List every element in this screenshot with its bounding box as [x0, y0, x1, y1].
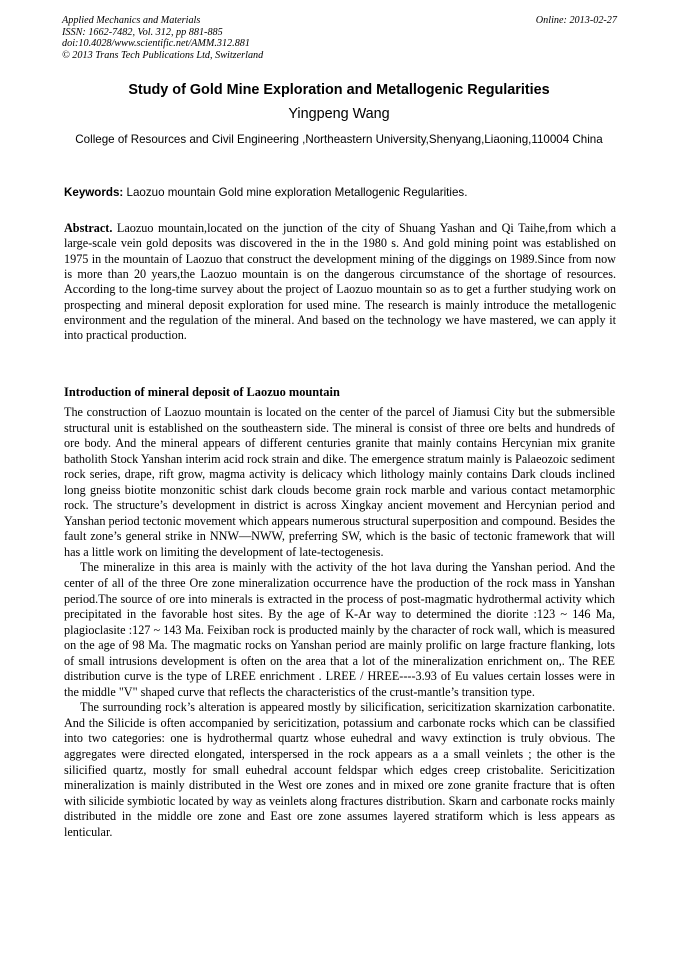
abstract-label: Abstract. [64, 221, 113, 235]
body-paragraph: The mineralize in this area is mainly with the activity of the hot lava during the Yanshan period. And the center of all of the three Ore zone mineralization occurrence have the production of the rock mass in Yanshan period.The source of ore into minerals is extracted in the process of post-magmatic hydrothermal activity which precipitated in the favorable host sites. By the age of K-Ar way to determined the diorite :123 ~ 146 Ma, plagioclasite :127 ~ 143 Ma. Feixiban rock is producted mainly by the character of rock wall, which is measured on the age of 98 Ma. The magmatic rocks on Yanshan period are mainly prolific on large fracture flanking, lots of small intrusions development is often on the area that a lot of the mineralization enrichment on,. The REE distribution curve is the type of LREE enrichment . LREE / HREE----3.93 of Eu values certain losses were in the middle "V" shaped curve that reflects the characteristics of the crust-mantle’s transition type. [64, 560, 615, 699]
section-heading: Introduction of mineral deposit of Laozuo mountain [64, 385, 340, 399]
author-name: Yingpeng Wang [288, 106, 390, 122]
body-paragraph: The surrounding rock’s alteration is appeared mostly by silicification, sericitization skarnization carbonatite. And the Silicide is often accompanied by sericitization, potassium and carbonate rocks which can be classified into two categories: one is hydrothermal quartz whose euhedral and wavy extinction is truly obvious. The aggregates were directed elongated, interspersed in the rock appears as a a small veinlets ; the other is the silicified quartz, mostly for small euhedral account feldspar which edges creep cristobalite. Sericitization mineralization is mainly distributed in the West ore zones and in mixed ore zone granite fracture that is often with silicide symbiotic located by way as veinlets along fractures distribution. Skarn and carbonate rocks mainly distributed in the middle ore zone and East ore zone assumes layered stratiform which is less appears as lenticular. [64, 700, 615, 839]
paper-title: Study of Gold Mine Exploration and Metallogenic Regularities [128, 82, 550, 98]
abstract-text: Laozuo mountain,located on the junction of the city of Shuang Yashan and Qi Taihe,from which a large-scale vein gold deposits was discovered in the in the 1980 s. And gold mining point was established on 1975 in the mountain of Laozuo that construct the development mining of the diggings on 1989.Since from now is more than 20 years,the Laozuo mountain is on the dangerous circumstance of the shortage of resources. According to the long-time survey about the project of Laozuo mountain so as to get a further studying work on prospecting and mineral deposit exploration for used mine. The research is mainly introduce the metallogenic environment and the regulation of the mineral. And based on the technology we have mastered, we can apply it into practical production. [64, 221, 616, 343]
body-paragraph: The construction of Laozuo mountain is located on the center of the parcel of Jiamusi City but the submersible structural unit is established on the southeastern side. The mineral is consist of three ore belts and hundreds of ore body. And the mineral appears of different centuries granite that mainly contains Hercynian mix granite batholith Stock Yanshan interim acid rock strain and dike. The emergence stratum mainly is Palaeozoic sediment rock series, drape, rift grow, magma activity is delicacy which lithology mainly contains Dark clouds inclined long gneiss biotite monzonitic schist dark clouds become grain rock marble and various contact metamorphic rock. The structure’s development in district is across Xingkay ancient movement and Hercynian period and Yanshan period tectonic movement which appears numerous structural superposition and compound. Besides the fault zone’s general strike in NNW—NWW, preferring SW, which is the basic of tectonic framework that will has a little work on limiting the development of late-tectogenesis. [64, 405, 615, 559]
keywords-label: Keywords: [64, 186, 124, 199]
copyright-line: © 2013 Trans Tech Publications Ltd, Switzerland [62, 49, 264, 61]
doi-line: doi:10.4028/www.scientific.net/AMM.312.881 [62, 38, 250, 49]
keywords-text: Laozuo mountain Gold mine exploration Metallogenic Regularities. [123, 186, 468, 199]
section-body [64, 405, 615, 840]
abstract [64, 221, 616, 344]
journal-header [62, 15, 617, 61]
journal-name: Applied Mechanics and Materials [62, 15, 201, 26]
issn-line: ISSN: 1662-7482, Vol. 312, pp 881-885 [62, 26, 223, 38]
author-affiliation: College of Resources and Civil Engineering ,Northeastern University,Shenyang,Liaoning,110004 China [75, 133, 603, 146]
online-date: Online: 2013-02-27 [535, 15, 617, 26]
keywords [64, 185, 616, 200]
